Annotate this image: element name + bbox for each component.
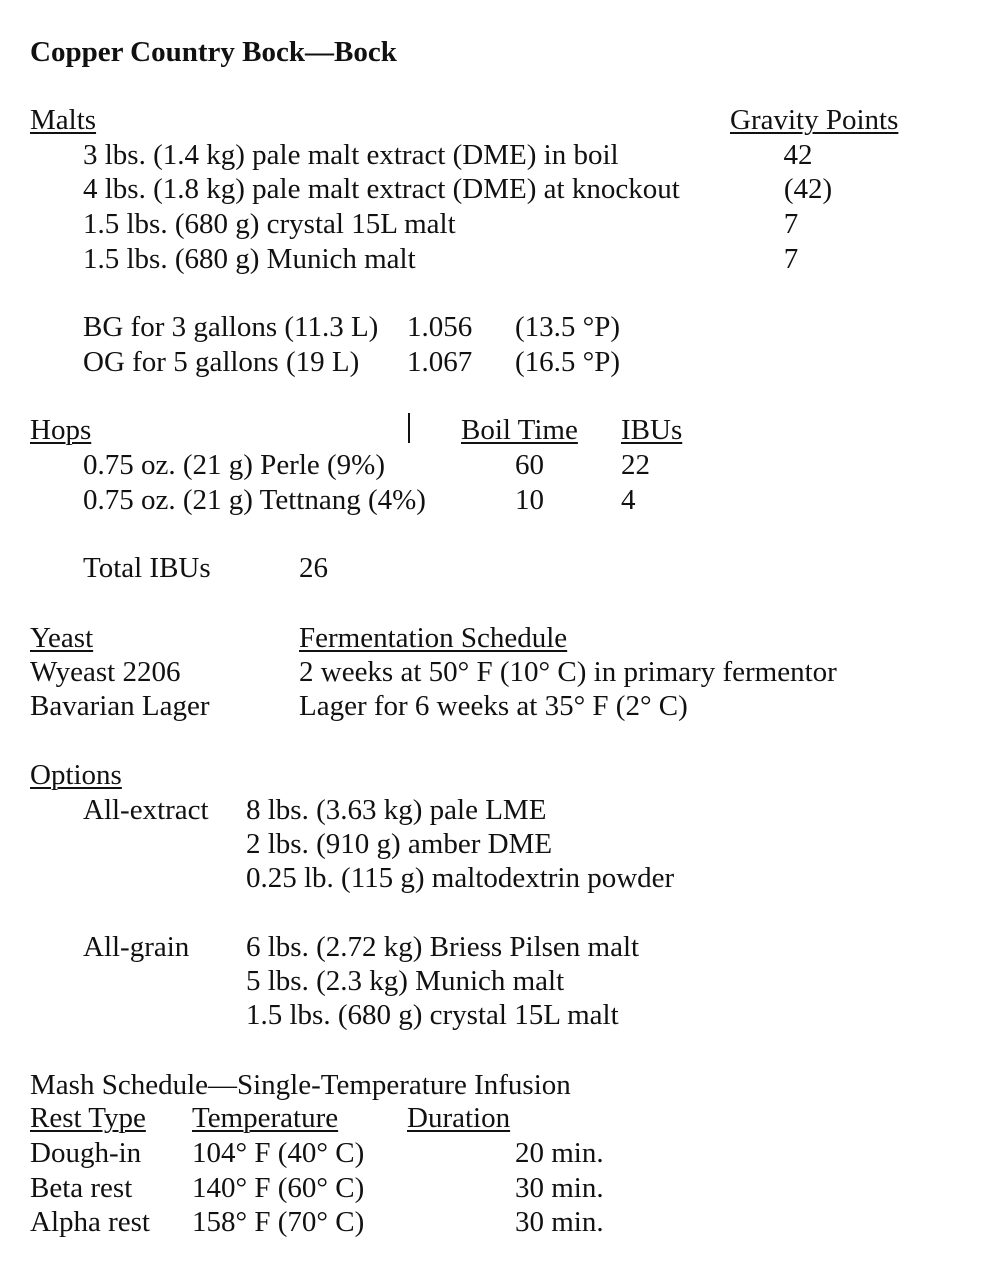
mash-duration: 30 min.	[515, 1172, 604, 1204]
mash-rest: Dough-in	[30, 1137, 142, 1169]
text-cursor-divider	[408, 413, 410, 443]
boil-time-header: Boil Time	[461, 414, 578, 446]
malt-points: 7	[783, 243, 799, 275]
hop-boil-time: 60	[515, 449, 544, 481]
hops-header: Hops	[30, 414, 92, 446]
malt-item: 1.5 lbs. (680 g) crystal 15L malt	[83, 208, 456, 240]
mash-duration: 30 min.	[515, 1206, 604, 1238]
extract-line: 8 lbs. (3.63 kg) pale LME	[246, 794, 547, 826]
grain-line: 1.5 lbs. (680 g) crystal 15L malt	[246, 999, 619, 1031]
duration-header: Duration	[407, 1102, 511, 1134]
gravity-points-header: Gravity Points	[730, 104, 899, 136]
bg-plato: (13.5 °P)	[515, 311, 621, 343]
malt-points: 42	[783, 139, 813, 171]
temperature-header: Temperature	[192, 1102, 339, 1134]
all-extract-label: All-extract	[83, 794, 209, 826]
hop-item: 0.75 oz. (21 g) Perle (9%)	[83, 449, 385, 481]
total-ibus-label: Total IBUs	[83, 552, 211, 584]
extract-line: 0.25 lb. (115 g) maltodextrin powder	[246, 862, 675, 894]
grain-line: 5 lbs. (2.3 kg) Munich malt	[246, 965, 565, 997]
og-value: 1.067	[407, 346, 473, 378]
hop-boil-time: 10	[515, 484, 544, 516]
malt-points: (42)	[783, 173, 833, 205]
mash-temp: 140° F (60° C)	[192, 1172, 365, 1204]
extract-line: 2 lbs. (910 g) amber DME	[246, 828, 553, 860]
fermentation-line: 2 weeks at 50° F (10° C) in primary fermentor	[299, 656, 837, 688]
malt-item: 3 lbs. (1.4 kg) pale malt extract (DME) in boil	[83, 139, 619, 171]
yeast-header: Yeast	[30, 622, 94, 654]
fermentation-line: Lager for 6 weeks at 35° F (2° C)	[299, 690, 688, 722]
hop-item: 0.75 oz. (21 g) Tettnang (4%)	[83, 484, 426, 516]
malt-item: 1.5 lbs. (680 g) Munich malt	[83, 243, 416, 275]
yeast-line: Bavarian Lager	[30, 690, 210, 722]
mash-rest: Alpha rest	[30, 1206, 150, 1238]
malts-header: Malts	[30, 104, 97, 136]
hop-ibu: 22	[621, 449, 650, 481]
hop-ibu: 4	[621, 484, 636, 516]
malt-item: 4 lbs. (1.8 kg) pale malt extract (DME) at knockout	[83, 173, 680, 205]
total-ibus-value: 26	[299, 552, 328, 584]
mash-duration: 20 min.	[515, 1137, 604, 1169]
mash-temp: 158° F (70° C)	[192, 1206, 365, 1238]
fermentation-header: Fermentation Schedule	[299, 622, 568, 654]
og-plato: (16.5 °P)	[515, 346, 621, 378]
mash-temp: 104° F (40° C)	[192, 1137, 365, 1169]
mash-title: Mash Schedule—Single-Temperature Infusion	[30, 1069, 571, 1101]
options-header: Options	[30, 759, 122, 791]
page-title: Copper Country Bock—Bock	[30, 36, 397, 68]
yeast-line: Wyeast 2206	[30, 656, 181, 688]
ibus-header: IBUs	[621, 414, 683, 446]
malt-points: 7	[783, 208, 799, 240]
rest-type-header: Rest Type	[30, 1102, 146, 1134]
grain-line: 6 lbs. (2.72 kg) Briess Pilsen malt	[246, 931, 640, 963]
all-grain-label: All-grain	[83, 931, 190, 963]
og-label: OG for 5 gallons (19 L)	[83, 346, 360, 378]
mash-rest: Beta rest	[30, 1172, 133, 1204]
bg-label: BG for 3 gallons (11.3 L)	[83, 311, 379, 343]
bg-value: 1.056	[407, 311, 473, 343]
